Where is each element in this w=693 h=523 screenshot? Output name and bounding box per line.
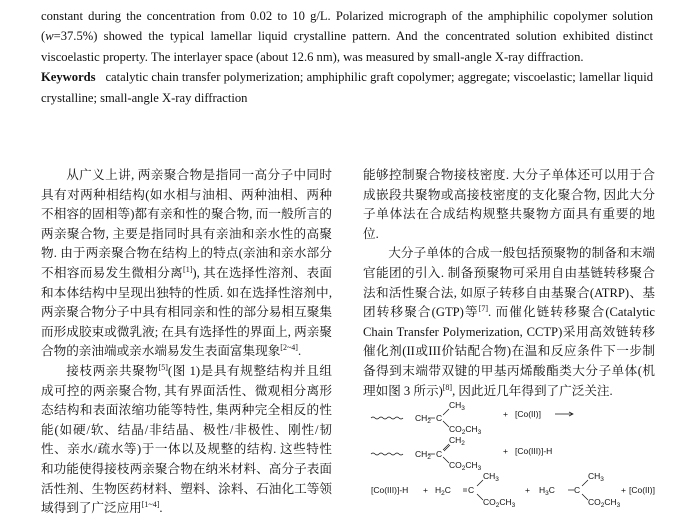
- citation[interactable]: [1]: [183, 264, 193, 274]
- citation[interactable]: [5]: [158, 362, 168, 372]
- citation[interactable]: [8]: [442, 382, 453, 392]
- chem-label: $CO_2CH_3$: [588, 497, 621, 509]
- chem-label: C: [436, 413, 443, 423]
- body-left-column: [41, 166, 332, 519]
- body-right-column: [363, 166, 655, 401]
- citation[interactable]: [1~4]: [141, 499, 160, 509]
- text: .: [297, 344, 302, 359]
- abstract-paragraph: [41, 6, 653, 67]
- keywords-text: catalytic chain transfer polymerization; amphiphilic graft copolymer; aggregate; viscoelastic; lamellar liquid crystalline; small-angle X-ray diffraction: [41, 70, 653, 105]
- text: , 因此近几年得到了广泛关注.: [452, 383, 613, 398]
- text: ), 其在选择性溶剂、表面和本体结构中呈现出独特的性质. 如在选择性溶剂中, 两亲聚合物分子中具有相同亲和性的部分易相互聚集而形成胶束或微乳液; 在具有选择性的界面上, 两亲聚合物的亲油端或亲水端易发生表面富集现象: [41, 265, 332, 359]
- text: 大分子单体的合成一般包括预聚物的制备和末端官能团的引入. 制备预聚物可采用自由基链转移聚合法和活性聚合法, 如原子转移自由基聚合(ATRP)、基团转移聚合(GTP)等: [363, 246, 655, 320]
- chem-plus: +: [503, 409, 508, 419]
- chem-label: $CH_3$: [449, 400, 465, 412]
- text: . 而催化链转移聚合(Catalytic Chain Transfer Polymerization, CCTP)采用高效链转移催化剂(II或III价钴配合物)在温和反应条件下一步制备得到末端带双键的甲基丙烯酸酯类大分子单体(机理如图 3 所示): [363, 305, 655, 398]
- chem-plus: +: [423, 485, 428, 495]
- chem-plus: +: [525, 485, 530, 495]
- citation[interactable]: [7]: [478, 303, 489, 313]
- text: 从广义上讲, 两亲聚合物是指同一高分子中同时具有对两种相结构(如水相与油相、两种油相、两种不相容的固相等)都有亲和性的聚合物, 而一般所言的两亲聚合物, 主要是指同时具有亲油和亲水性的高聚物. 由于两亲聚合物在结构上的特点(亲油和亲水部分不相容而易发生微相分离: [41, 168, 332, 280]
- polymer-chain-wave: [371, 417, 403, 419]
- polymer-chain-wave: [371, 453, 403, 455]
- cobalt-hydride: [Co(III)]-H: [515, 446, 553, 456]
- chem-label: C: [468, 485, 475, 495]
- cobalt-hydride: [Co(III)]-H: [371, 485, 409, 495]
- chem-label: $CH_2$: [449, 435, 465, 447]
- abstract-text-cont: =37.5%) showed the typical lamellar liquid crystalline pattern. And the concentrated solution exhibited distinct viscoelastic property. The interlayer space (about 12.6 nm), was measured by small-angle X-ray diffraction.: [41, 29, 653, 64]
- chem-label: $CO_2CH_3$: [483, 497, 516, 509]
- chem-plus: +: [621, 485, 626, 495]
- chem-label: $CH_2$: [415, 449, 431, 461]
- cctp-mechanism-scheme: [363, 390, 663, 520]
- intro-paragraph-3: 能够控制聚合物接枝密度. 大分子单体还可以用于合成嵌段共聚物或高接枝密度的支化聚合物, 因此大分子单体法在合成结构规整共聚物方面具有重要的地位.: [363, 168, 655, 241]
- text: 接枝两亲共聚物: [66, 363, 159, 378]
- chem-label: $CH_2$: [415, 413, 431, 425]
- text: (图 1)是具有规整结构并且组成可控的两亲聚合物, 其有界面活性、微观相分离形态结构和表面浓缩功能等特性, 集两种完全相反的性能(如硬/软、结晶/非结晶、极性/非极性、刚性/韧性、亲水/疏水等)于一体以及规整的结构. 这些特性和功能使得接枝两亲聚合物在纳米材料、高分子表面活性剂、生物医药材料、塑料、涂料、石油化工等领域得到了广泛应用: [41, 363, 332, 516]
- keywords-label: Keywords: [41, 70, 96, 85]
- cobalt-catalyst: [Co(II)]: [629, 485, 655, 495]
- intro-paragraph-4: [363, 244, 655, 401]
- citation[interactable]: [2~4]: [280, 343, 298, 353]
- chem-plus: +: [503, 446, 508, 456]
- abstract-english: [41, 6, 653, 108]
- chem-label: $H_3C$: [539, 485, 555, 497]
- intro-paragraph-2: [41, 362, 332, 519]
- chem-label: $CH_3$: [588, 471, 604, 483]
- keywords-paragraph: [41, 67, 653, 108]
- chem-label: C: [436, 449, 443, 459]
- abstract-text: constant during the concentration from 0.02 to 10 g/L. Polarized micrograph of the amphiphilic copolymer solution (: [41, 9, 653, 44]
- chem-label: $H_2C$: [435, 485, 451, 497]
- text: .: [159, 501, 163, 516]
- chem-label: $CO_2CH_3$: [449, 424, 482, 436]
- mass-fraction-symbol: w: [45, 29, 54, 44]
- mechanism-svg: [363, 390, 663, 520]
- cobalt-catalyst: [Co(II)]: [515, 409, 541, 419]
- intro-paragraph-1: [41, 166, 332, 362]
- chem-label: $CO_2CH_3$: [449, 460, 482, 472]
- chem-label: C: [574, 485, 581, 495]
- chem-label: $CH_3$: [483, 471, 499, 483]
